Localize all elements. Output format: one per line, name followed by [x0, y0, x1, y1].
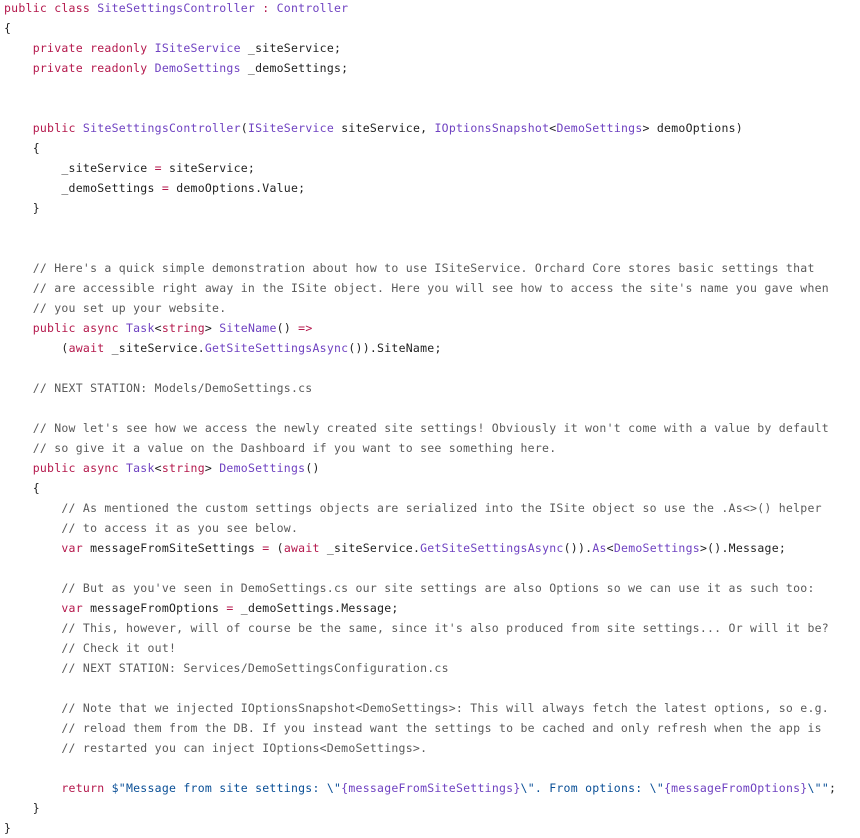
- code-line: [4, 718, 822, 738]
- code-line: [4, 318, 313, 338]
- code-token-plain: >: [204, 461, 220, 475]
- code-token-comment: // Here's a quick simple demonstration about how to use ISiteService. Orchard Core stores basic settings that: [4, 261, 815, 275]
- code-token-comment: // to access it as you see below.: [4, 521, 299, 535]
- code-token-plain: }: [4, 201, 40, 215]
- code-token-operator: =: [226, 601, 234, 615]
- code-token-keyword: public: [4, 121, 83, 135]
- code-token-plain: {: [4, 141, 40, 155]
- code-token-string: $"Message from site settings: \": [104, 781, 342, 795]
- code-token-plain: ()).: [563, 541, 593, 555]
- code-token-type: SiteSettingsController: [82, 121, 241, 135]
- code-token-comment: // are accessible right away in the ISite object. Here you will see how to access the site's name you gave when: [4, 281, 829, 295]
- code-token-plain: siteService,: [334, 121, 435, 135]
- code-token-keyword: :: [255, 1, 277, 15]
- code-line: [4, 118, 743, 138]
- code-token-type: DemoSettings: [154, 61, 241, 75]
- code-token-plain: >().Message;: [699, 541, 787, 555]
- code-token-keyword: string: [161, 461, 205, 475]
- code-token-plain: _demoSettings.Message;: [233, 601, 399, 615]
- code-token-keyword: return: [4, 781, 105, 795]
- code-token-interp: {messageFromSiteSettings}: [341, 781, 521, 795]
- code-token-plain: (): [305, 461, 320, 475]
- code-token-comment: // NEXT STATION: Services/DemoSettingsConfiguration.cs: [4, 661, 449, 675]
- code-line: [4, 618, 829, 638]
- code-line: [4, 638, 176, 658]
- code-line: [4, 38, 341, 58]
- code-token-type: SiteSettingsController: [97, 1, 256, 15]
- code-line: [4, 458, 320, 478]
- code-token-comment: // Check it out!: [4, 641, 177, 655]
- code-token-comment: // As mentioned the custom settings objects are serialized into the ISite object so use the .As<>() helper: [4, 501, 822, 515]
- code-token-comment: // restarted you can inject IOptions<DemoSettings>.: [4, 741, 428, 755]
- code-token-plain: (: [4, 341, 69, 355]
- code-token-string: \". From options: \": [520, 781, 664, 795]
- code-line: [4, 278, 829, 298]
- code-line: [4, 498, 822, 518]
- code-line: [4, 258, 815, 278]
- code-token-type: ISiteService: [247, 121, 335, 135]
- code-token-plain: <: [154, 461, 162, 475]
- code-token-plain: _siteService.: [319, 541, 421, 555]
- code-token-plain: _demoSettings: [4, 181, 162, 195]
- code-token-plain: demoOptions.Value;: [169, 181, 306, 195]
- code-line: [4, 798, 40, 818]
- code-token-keyword: public class: [4, 1, 98, 15]
- code-line: [4, 778, 836, 798]
- code-token-plain: (: [269, 541, 284, 555]
- code-token-keyword: public async: [4, 321, 126, 335]
- code-line: [4, 58, 348, 78]
- code-token-operator: =: [262, 541, 270, 555]
- code-token-plain: _siteService;: [240, 41, 342, 55]
- code-token-comment: // you set up your website.: [4, 301, 227, 315]
- code-line: [4, 158, 255, 178]
- code-token-plain: > demoOptions): [642, 121, 743, 135]
- code-token-plain: >: [204, 321, 220, 335]
- code-line: [4, 518, 298, 538]
- code-token-operator: =>: [298, 321, 313, 335]
- code-line: [4, 198, 40, 218]
- code-token-comment: // reload them from the DB. If you instead want the settings to be cached and only refresh when the app is: [4, 721, 822, 735]
- code-token-plain: messageFromSiteSettings: [82, 541, 263, 555]
- code-line: [4, 818, 11, 838]
- code-token-type: Task: [125, 321, 155, 335]
- code-token-plain: <: [606, 541, 614, 555]
- code-token-type: As: [592, 541, 607, 555]
- code-token-plain: {: [4, 481, 40, 495]
- code-line: [4, 698, 829, 718]
- code-token-type: DemoSettings: [613, 541, 700, 555]
- code-token-type: SiteName: [219, 321, 277, 335]
- code-token-keyword: public async: [4, 461, 126, 475]
- code-line: [4, 598, 399, 618]
- code-line: [4, 138, 40, 158]
- code-token-plain: _siteService: [4, 161, 155, 175]
- code-token-type: Task: [125, 461, 155, 475]
- code-line: [4, 18, 11, 38]
- code-line: [4, 478, 40, 498]
- code-token-comment: // Now let's see how we access the newly created site settings! Obviously it won't come with a value by default: [4, 421, 829, 435]
- code-line: [4, 0, 348, 18]
- code-token-keyword: private readonly: [4, 41, 155, 55]
- code-token-plain: (: [240, 121, 248, 135]
- code-token-plain: siteService;: [161, 161, 256, 175]
- code-token-plain: ;: [829, 781, 837, 795]
- code-token-keyword: string: [161, 321, 205, 335]
- code-token-plain: messageFromOptions: [82, 601, 227, 615]
- code-line: [4, 178, 305, 198]
- code-token-keyword: await: [68, 341, 105, 355]
- code-token-plain: {: [4, 21, 12, 35]
- code-line: [4, 378, 312, 398]
- code-token-type: GetSiteSettingsAsync: [420, 541, 564, 555]
- code-token-comment: // Note that we injected IOptionsSnapshot<DemoSettings>: This will always fetch the latest options, so e.g.: [4, 701, 829, 715]
- code-token-plain: _siteService.: [104, 341, 205, 355]
- code-token-operator: =: [154, 161, 162, 175]
- code-token-type: GetSiteSettingsAsync: [204, 341, 349, 355]
- code-token-keyword: await: [283, 541, 320, 555]
- code-line: [4, 538, 786, 558]
- code-token-comment: // But as you've seen in DemoSettings.cs our site settings are also Options so we can use it as such too:: [4, 581, 815, 595]
- code-token-comment: // so give it a value on the Dashboard if you want to see something here.: [4, 441, 557, 455]
- code-token-type: ISiteService: [154, 41, 241, 55]
- code-line: [4, 738, 427, 758]
- code-token-type: Controller: [276, 1, 349, 15]
- code-line: [4, 658, 449, 678]
- code-token-plain: (): [276, 321, 299, 335]
- code-line: [4, 438, 556, 458]
- code-token-interp: {messageFromOptions}: [664, 781, 808, 795]
- code-token-type: DemoSettings: [219, 461, 306, 475]
- code-line: [4, 578, 815, 598]
- code-token-keyword: var: [4, 601, 83, 615]
- code-token-keyword: var: [4, 541, 83, 555]
- code-token-plain: _demoSettings;: [240, 61, 349, 75]
- code-token-plain: <: [154, 321, 162, 335]
- code-line: [4, 298, 226, 318]
- code-line: [4, 418, 829, 438]
- code-token-plain: ()).SiteName;: [348, 341, 442, 355]
- code-token-plain: <: [549, 121, 557, 135]
- code-token-plain: }: [4, 801, 40, 815]
- code-token-keyword: private readonly: [4, 61, 155, 75]
- code-line: [4, 338, 442, 358]
- code-token-plain: }: [4, 821, 12, 835]
- code-token-string: \"": [807, 781, 830, 795]
- code-token-type: DemoSettings: [556, 121, 643, 135]
- code-token-comment: // NEXT STATION: Models/DemoSettings.cs: [4, 381, 313, 395]
- code-token-operator: =: [161, 181, 170, 195]
- code-token-comment: // This, however, will of course be the same, since it's also produced from site settings... Or will it be?: [4, 621, 829, 635]
- code-token-type: IOptionsSnapshot: [434, 121, 550, 135]
